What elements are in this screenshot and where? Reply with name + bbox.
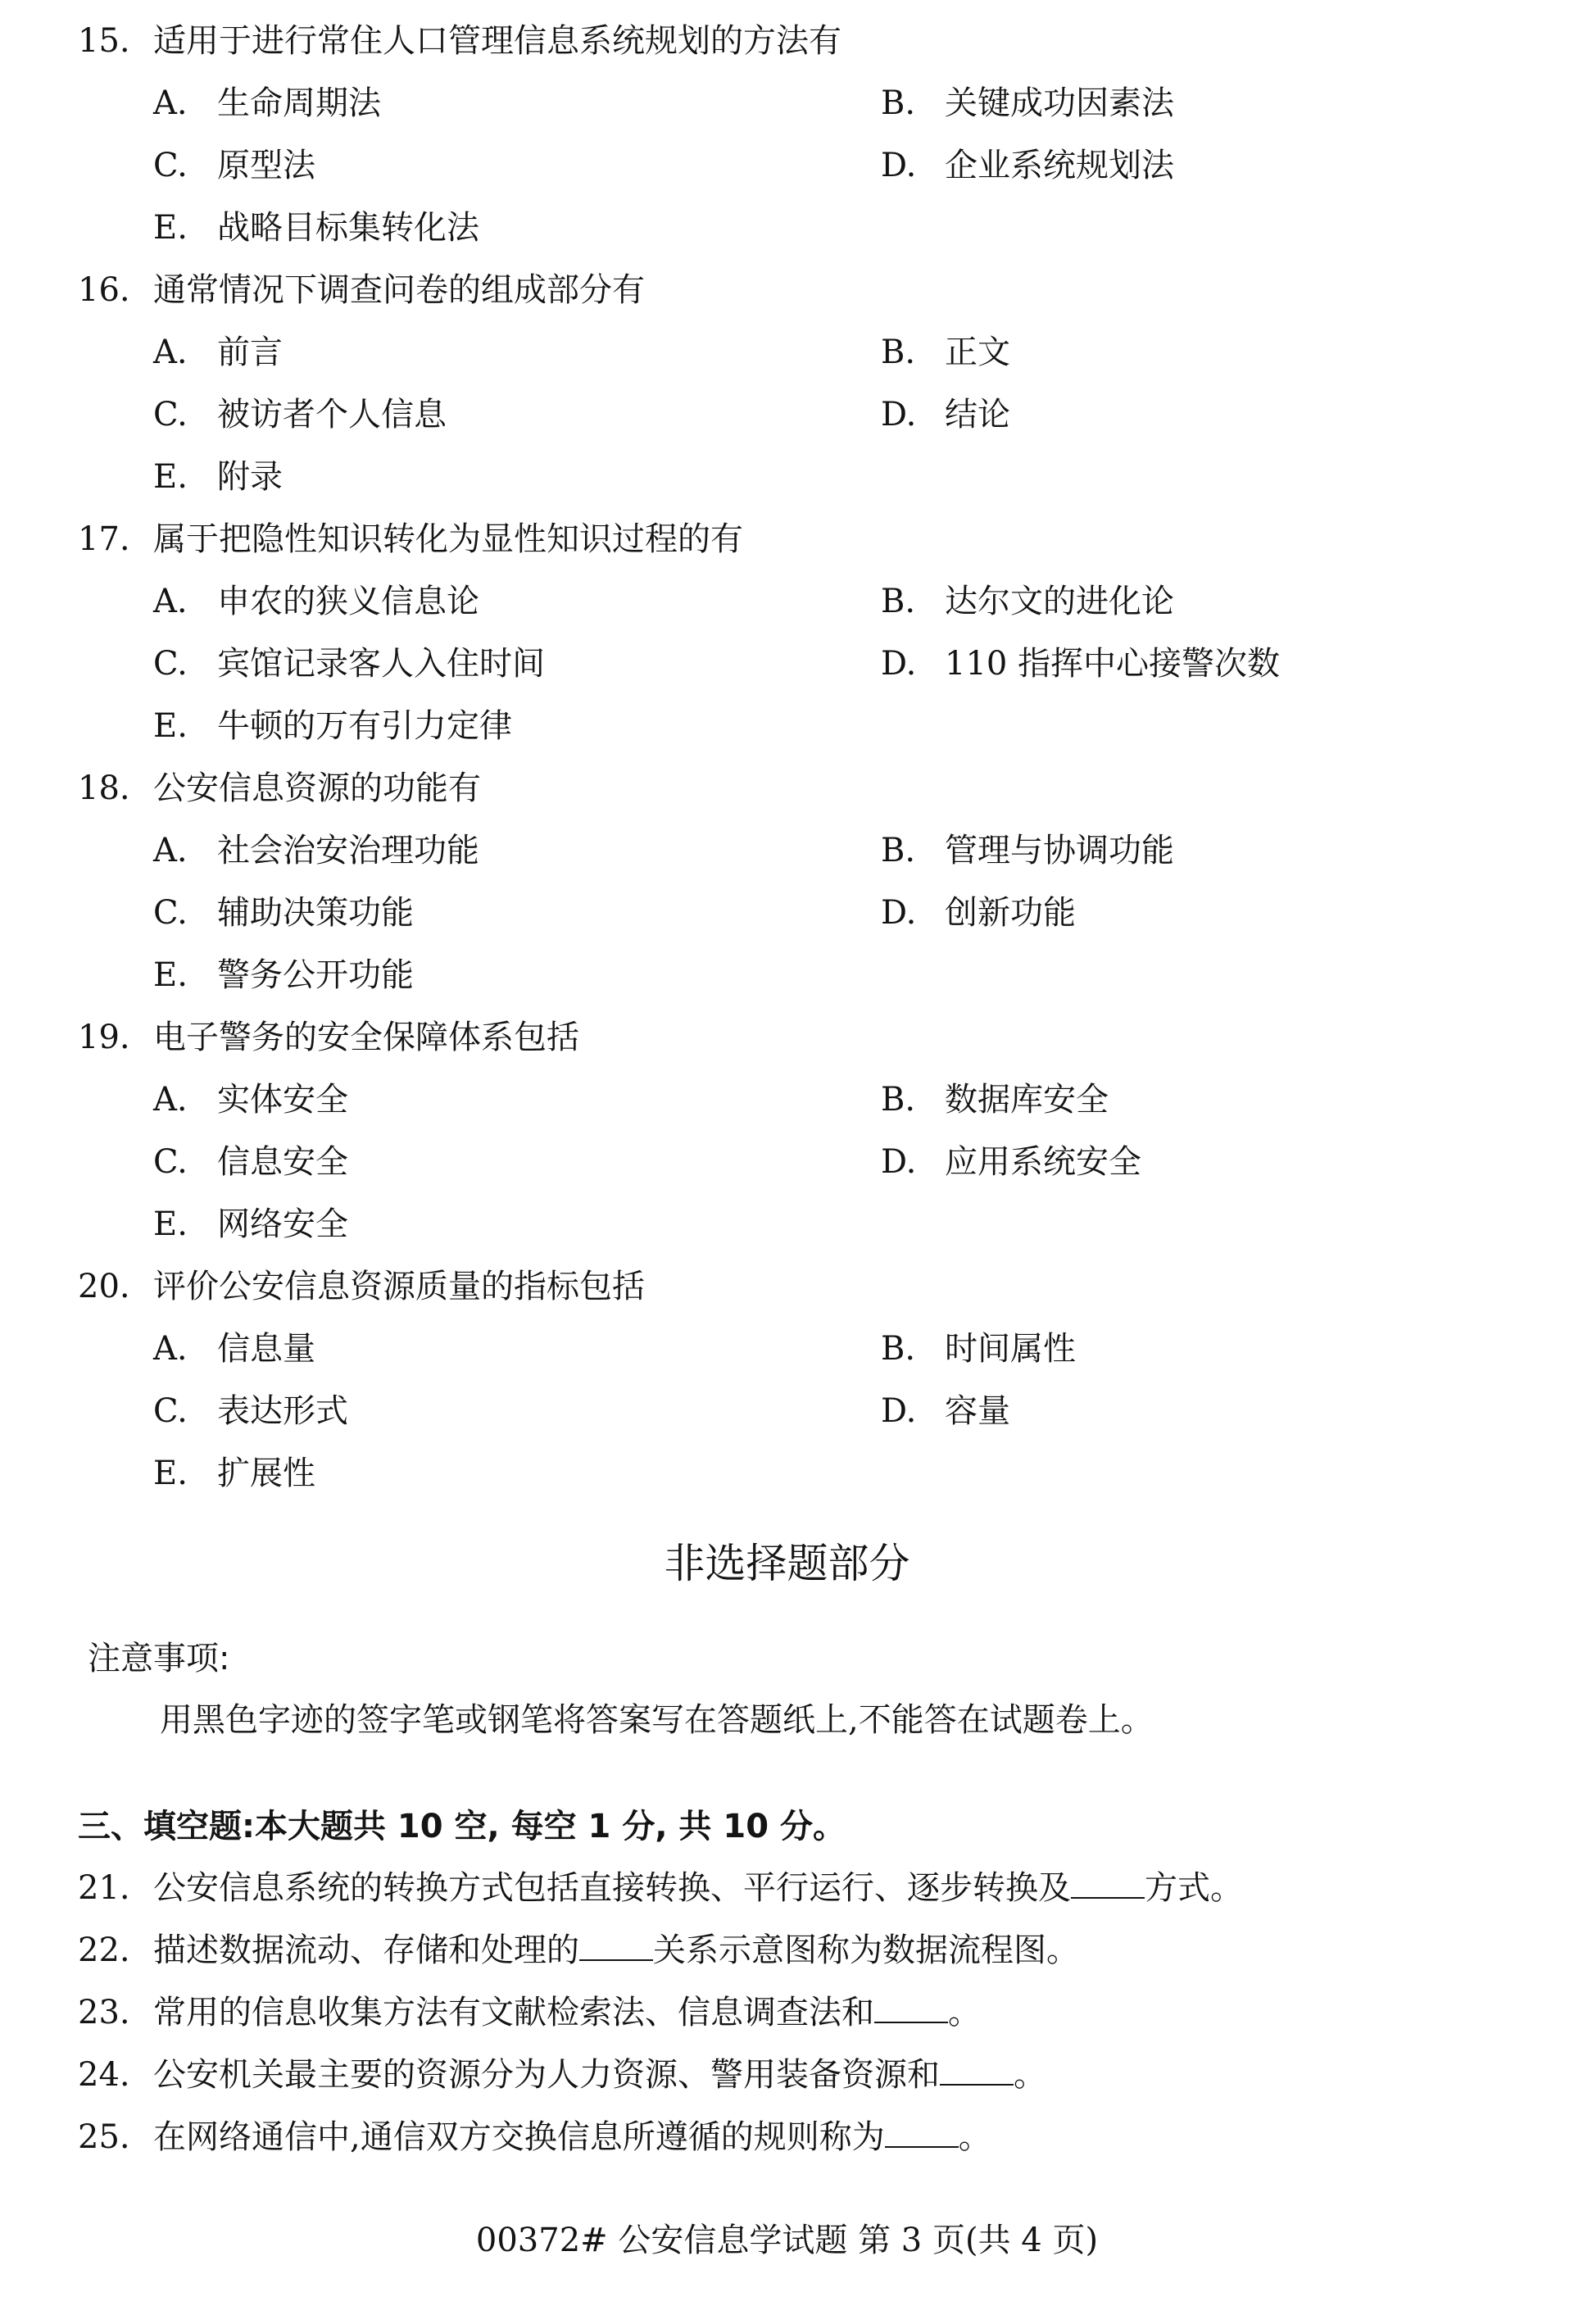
question-text: 描述数据流动、存储和处理的 (153, 1931, 579, 1969)
notice-title: 注意事项: (88, 1640, 230, 1677)
option-b: B. 关键成功因素法 (881, 84, 1174, 122)
question-20 (78, 1267, 645, 1306)
question-number: 18. (78, 769, 130, 807)
option-c: C. 表达形式 (153, 1392, 348, 1430)
option-b: B. 管理与协调功能 (881, 832, 1174, 869)
question-number: 22. (78, 1931, 130, 1969)
option-e: E. 牛顿的万有引力定律 (153, 707, 512, 745)
option-c: C. 宾馆记录客人入住时间 (153, 645, 545, 683)
question-text: 通常情况下调查问卷的组成部分有 (153, 271, 645, 309)
fill-question-23 (78, 1993, 981, 2032)
option-b: B. 数据库安全 (881, 1081, 1109, 1119)
question-text: 属于把隐性知识转化为显性知识过程的有 (153, 520, 743, 558)
question-number: 24. (78, 2056, 130, 2094)
option-c: C. 信息安全 (153, 1143, 348, 1181)
question-number: 21. (78, 1869, 130, 1907)
option-b: B. 时间属性 (881, 1330, 1076, 1368)
option-a: A. 生命周期法 (153, 84, 381, 122)
option-d: D. 结论 (881, 396, 1010, 433)
option-a: A. 前言 (153, 334, 283, 371)
page-footer: 00372# 公安信息学试题 第 3 页(共 4 页) (475, 2222, 1099, 2259)
option-a: A. 申农的狭义信息论 (153, 583, 479, 620)
answer-blank (1071, 1869, 1145, 1899)
option-e: E. 网络安全 (153, 1205, 348, 1243)
option-e: E. 战略目标集转化法 (153, 209, 479, 247)
question-number: 20. (78, 1268, 130, 1305)
answer-blank (940, 2056, 1014, 2086)
question-text: 公安信息系统的转换方式包括直接转换、平行运行、逐步转换及 (153, 1869, 1071, 1907)
fill-question-21 (78, 1868, 1243, 1908)
question-text-after: 。 (958, 2118, 991, 2156)
question-text: 适用于进行常住人口管理信息系统规划的方法有 (153, 22, 841, 60)
question-text: 在网络通信中,通信双方交换信息所遵循的规则称为 (153, 2118, 885, 2156)
question-text: 公安信息资源的功能有 (153, 769, 481, 807)
question-19 (78, 1018, 579, 1057)
question-18 (78, 769, 481, 808)
notice-text: 用黑色字迹的签字笔或钢笔将答案写在答题纸上,不能答在试题卷上。 (160, 1701, 1154, 1739)
option-c: C. 原型法 (153, 147, 315, 184)
answer-blank (874, 1994, 948, 2023)
question-text-after: 。 (1014, 2056, 1046, 2094)
option-b: B. 达尔文的进化论 (881, 583, 1174, 620)
option-e: E. 扩展性 (153, 1455, 315, 1492)
question-16 (78, 270, 645, 310)
option-a: A. 信息量 (153, 1330, 315, 1368)
question-text-after: 。 (948, 1994, 981, 2031)
question-text: 公安机关最主要的资源分为人力资源、警用装备资源和 (153, 2056, 940, 2094)
option-d: D. 企业系统规划法 (881, 147, 1174, 184)
option-d: D. 创新功能 (881, 894, 1076, 932)
fill-question-22 (78, 1931, 1079, 1970)
option-e: E. 附录 (153, 458, 283, 496)
question-text: 电子警务的安全保障体系包括 (153, 1019, 579, 1056)
option-c: C. 被访者个人信息 (153, 396, 447, 433)
fill-question-25 (78, 2117, 991, 2157)
option-d: D. 应用系统安全 (881, 1143, 1141, 1181)
question-number: 23. (78, 1994, 130, 2031)
question-number: 25. (78, 2118, 130, 2156)
option-c: C. 辅助决策功能 (153, 894, 414, 932)
question-17 (78, 520, 743, 559)
question-text: 常用的信息收集方法有文献检索法、信息调查法和 (153, 1994, 874, 2031)
section-title: 非选择题部分 (664, 1540, 910, 1587)
option-d: D. 110 指挥中心接警次数 (881, 645, 1281, 683)
question-number: 16. (78, 271, 130, 309)
answer-blank (579, 1931, 653, 1961)
question-number: 15. (78, 22, 130, 60)
question-text-after: 关系示意图称为数据流程图。 (653, 1931, 1079, 1969)
option-a: A. 实体安全 (153, 1081, 348, 1119)
option-a: A. 社会治安治理功能 (153, 832, 479, 869)
question-number: 17. (78, 520, 130, 558)
part3-heading: 三、填空题:本大题共 10 空, 每空 1 分, 共 10 分。 (78, 1808, 846, 1845)
question-number: 19. (78, 1019, 130, 1056)
answer-blank (885, 2118, 959, 2148)
option-b: B. 正文 (881, 334, 1010, 371)
question-text: 评价公安信息资源质量的指标包括 (153, 1268, 645, 1305)
question-text-after: 方式。 (1145, 1869, 1243, 1907)
question-15 (78, 21, 841, 61)
option-e: E. 警务公开功能 (153, 956, 414, 994)
option-d: D. 容量 (881, 1392, 1010, 1430)
fill-question-24 (78, 2055, 1046, 2095)
